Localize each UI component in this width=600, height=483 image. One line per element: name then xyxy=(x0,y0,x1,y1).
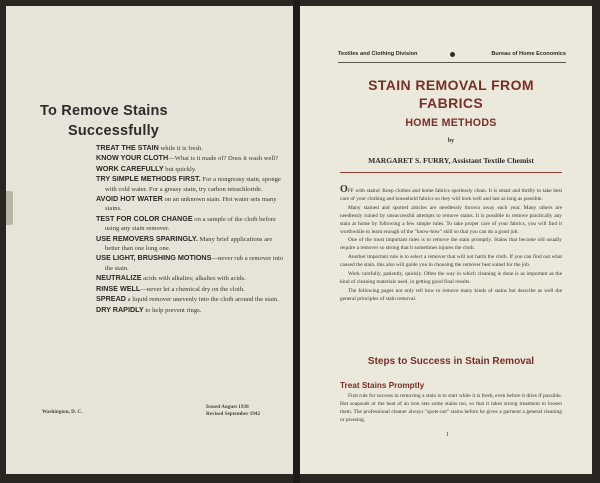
book-gutter xyxy=(293,0,300,483)
document-subtitle: HOME METHODS xyxy=(405,117,497,129)
tip-item: NEUTRALIZE acids with alkalies; alkalies with acids. xyxy=(96,273,246,283)
tip-item: TREAT THE STAIN while it is fresh. xyxy=(96,143,203,152)
footer-revised: Revised September 1942 xyxy=(206,411,261,417)
tip-item: USE LIGHT, BRUSHING MOTIONS—never rub a remover into the stain. xyxy=(96,253,284,272)
paragraph: One of the most important rules is to remove the stain promptly. Stains that become old usually require a remover so strong that it sometimes injures the cloth. xyxy=(340,237,562,252)
tip-item: TEST FOR COLOR CHANGE on a sample of the cloth before using any stain remover. xyxy=(96,213,276,233)
header-bullet xyxy=(450,52,455,57)
tip-item: KNOW YOUR CLOTH—What is it made of? Does it wash well? xyxy=(96,153,279,163)
paragraph: Many stained and spotted articles are needlessly thrown away each year. Many others are needlessly ruined by unsuccessful attempts to remove stains. It is possible to remove practically any stain at home by following a few simple rules. To take proper care of your fabrics, you will find it worthwhile to learn enough of the "know-how" skill so that you can do a good job. xyxy=(340,204,562,235)
footer-issued: Issued August 1938 xyxy=(206,404,249,410)
section-heading: Steps to Success in Stain Removal xyxy=(367,356,535,367)
drop-cap: O xyxy=(340,184,348,195)
tip-item: TRY SIMPLE METHODS FIRST. For a nongreasy stain, sponge with cold water. For a greasy stain, try carbon tetrachloride. xyxy=(96,174,281,193)
left-title-line1: To Remove Stains xyxy=(40,103,168,119)
footer-dates xyxy=(206,404,260,418)
tip-item: WORK CAREFULLY but quickly. xyxy=(96,163,197,173)
left-title-line2: Successfully xyxy=(68,123,160,139)
header-bureau: Bureau of Home Economics xyxy=(491,51,566,57)
binding-clip xyxy=(6,191,13,225)
paragraph: OFF with stains! Keep clothes and home fabrics spotlessly clean. It is smart and thrifty to take best care of your clothing and household fabrics so they will look well and last as long as possible. xyxy=(340,184,562,202)
header-rule xyxy=(338,62,566,63)
paragraph: First rule for success in removing a stain is to start while it is fresh, even before it dries if possible. Hot soapsuds or the heat of an iron sets some stains too, so that it takes strong treatment to loosen them. The professional cleaner always "spots-out" stains before he gives a garment a general cleaning or pressing. xyxy=(340,393,562,423)
running-header xyxy=(338,49,566,59)
tip-item: AVOID HOT WATER on an unknown stain. Hot water sets many stains. xyxy=(96,194,277,213)
section-body xyxy=(340,393,562,425)
footer-place: Washington, D. C. xyxy=(42,409,83,415)
page-number: 1 xyxy=(446,432,449,438)
author-line: MARGARET S. FURRY, Assistant Textile Chemist xyxy=(368,156,534,165)
header-division: Textiles and Clothing Division xyxy=(338,51,418,57)
right-page xyxy=(300,6,592,474)
left-page xyxy=(6,6,293,474)
paragraph: The following pages not only tell how to remove many kinds of stains but describe as well the general principles of stain removal. xyxy=(340,287,562,302)
tip-item: DRY RAPIDLY to help prevent rings. xyxy=(96,304,202,314)
tip-item: USE REMOVERS SPARINGLY. Many brief applications are better than one long one. xyxy=(96,233,273,253)
document-title xyxy=(320,76,582,112)
left-page-title xyxy=(40,101,280,141)
paragraph: Another important rule is to select a remover that will not harm the cloth. If you can find out what caused the stain, this also will guide you in choosing the remover best suited for the job. xyxy=(340,254,562,269)
paragraph: Work carefully, patiently, quickly. Often the way in which cleaning is done is as important as the kind of cleaning materials used, in getting good final results. xyxy=(340,271,562,285)
tip-item: RINSE WELL—never let a chemical dry on the cloth. xyxy=(96,283,245,293)
title-line1: STAIN REMOVAL FROM xyxy=(368,77,534,93)
title-line2: FABRICS xyxy=(418,95,484,111)
tip-item: SPREAD a liquid remover unevenly into the cloth around the stain. xyxy=(96,294,279,304)
stain-tips-list xyxy=(96,143,286,315)
subsection-heading: Treat Stains Promptly xyxy=(340,381,425,390)
author-rule xyxy=(340,172,562,173)
intro-body xyxy=(340,186,562,305)
byline-by: by xyxy=(447,138,455,144)
